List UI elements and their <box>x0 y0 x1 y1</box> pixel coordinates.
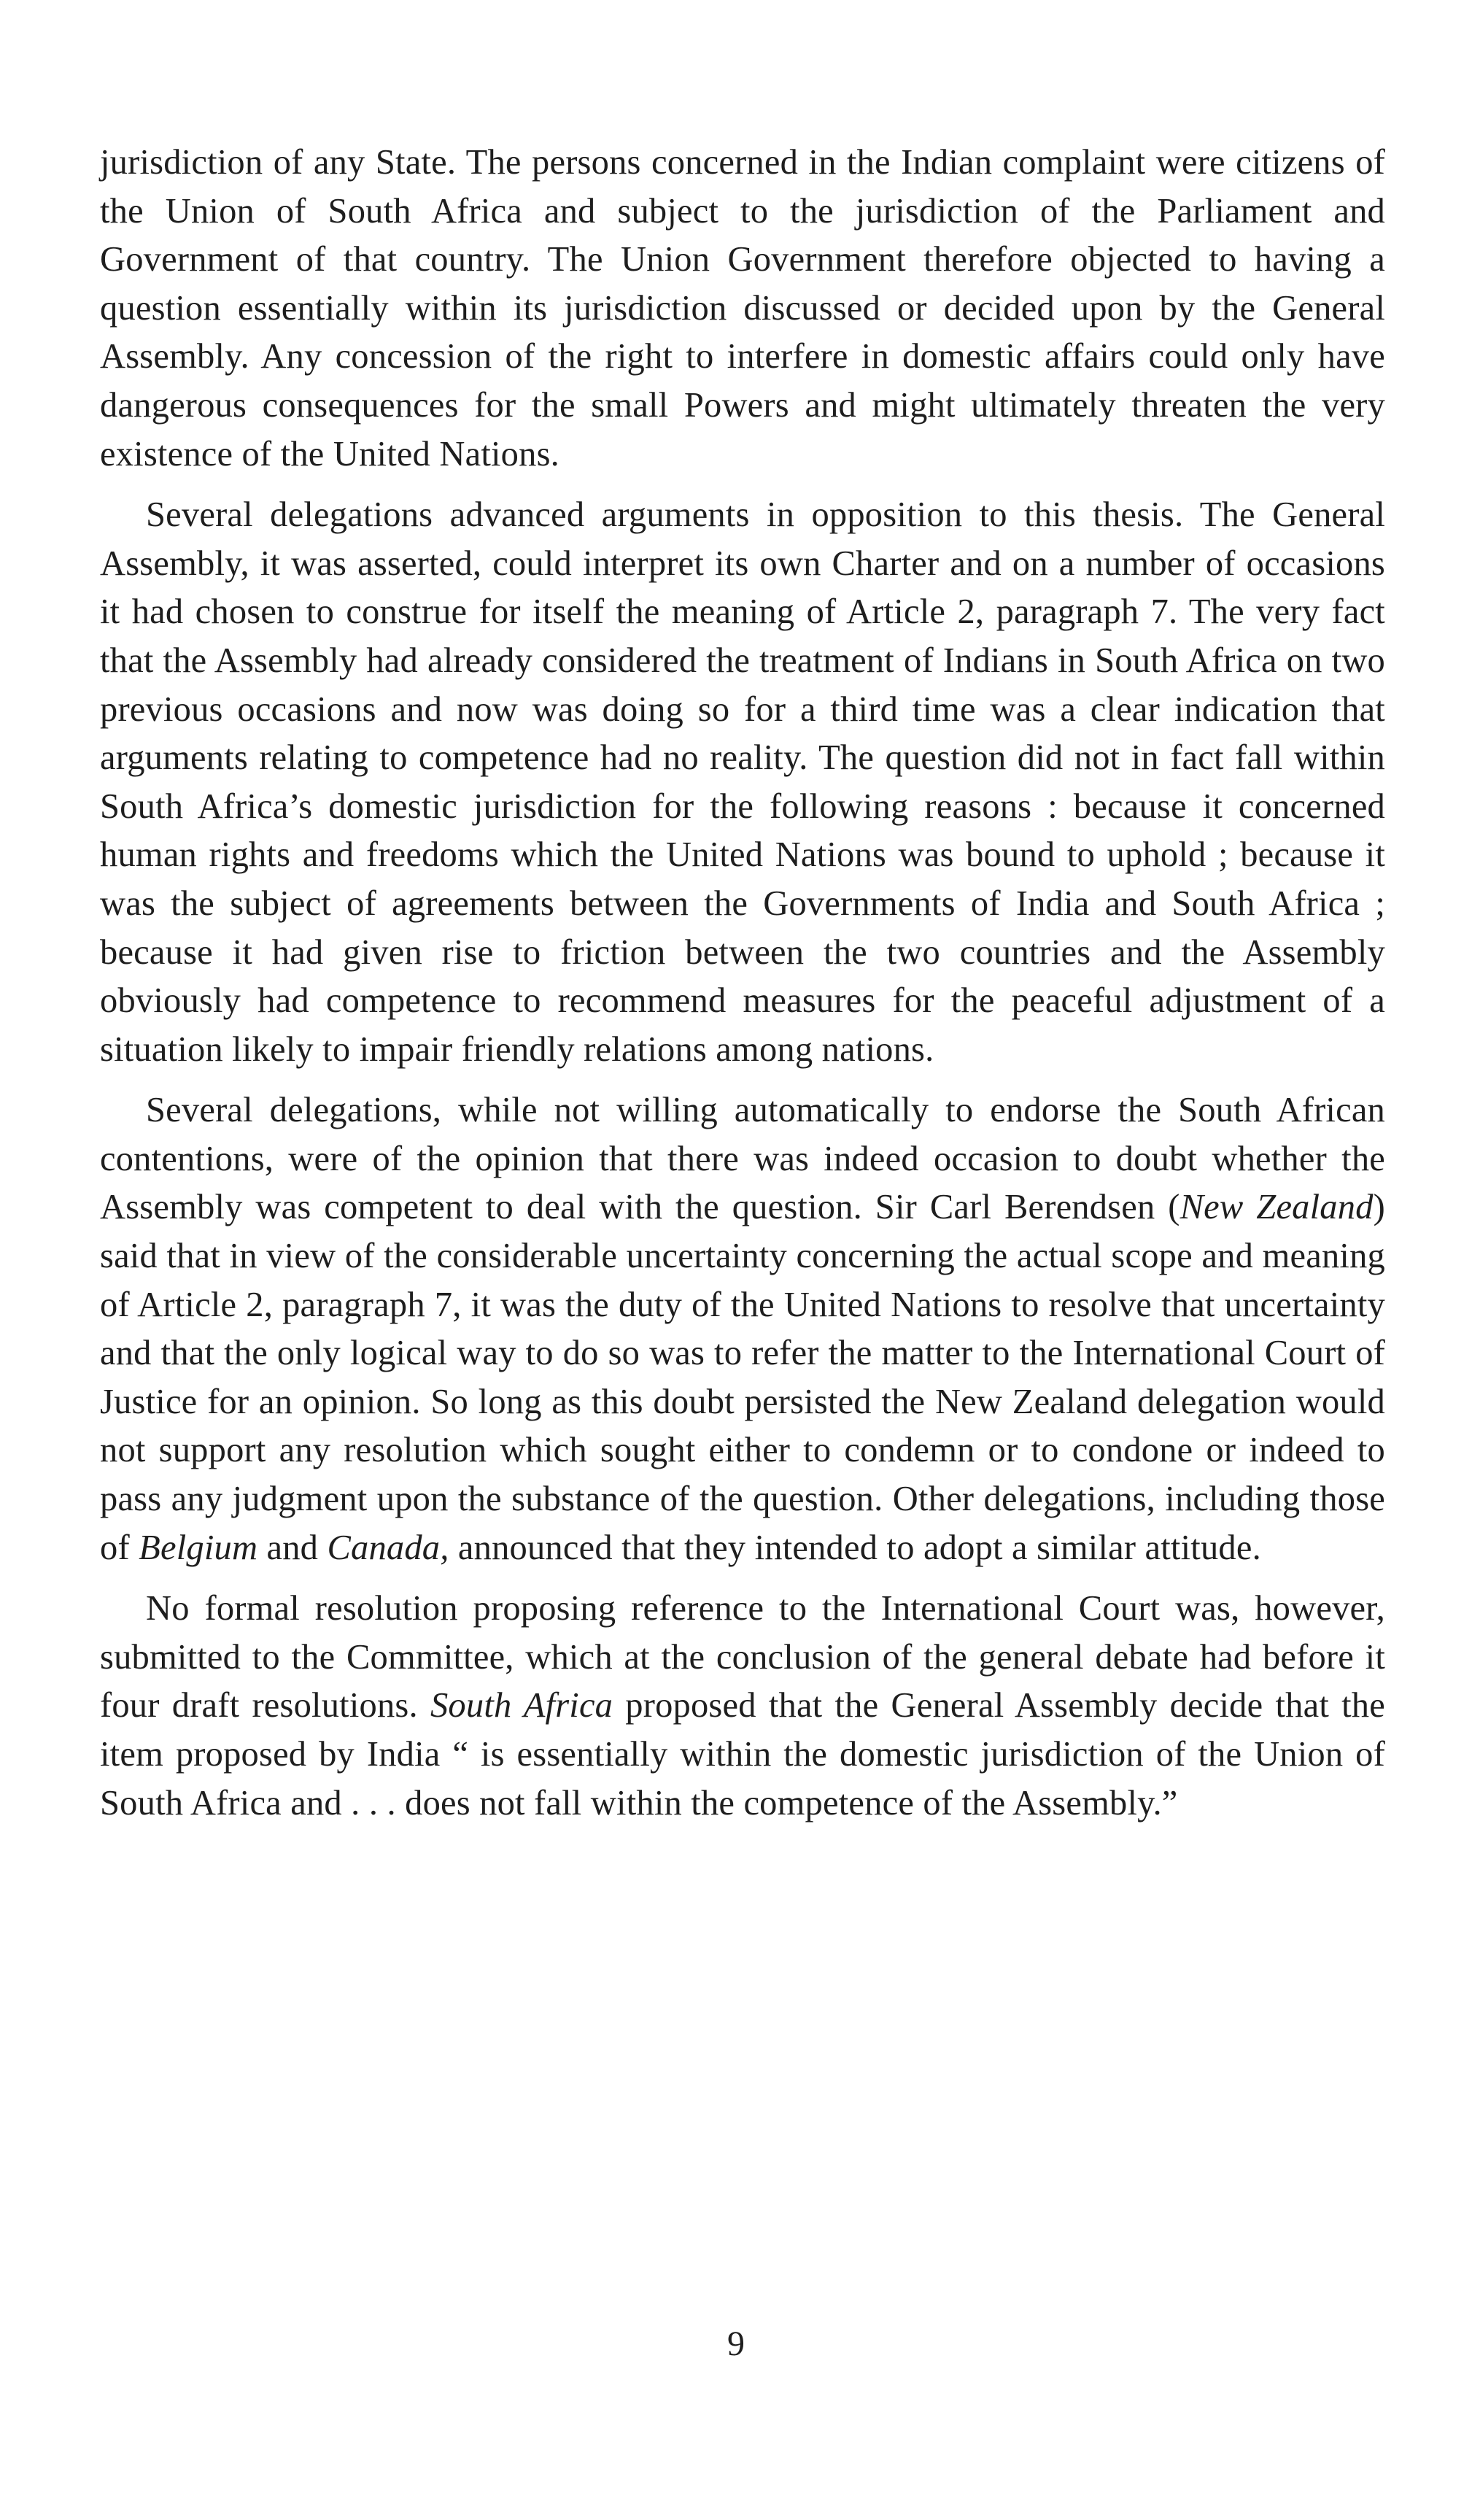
document-body <box>100 139 1385 1840</box>
paragraph <box>100 139 1385 479</box>
paragraph <box>100 491 1385 1074</box>
text-segment: announced that they intended to adopt a similar attitude. <box>449 1528 1261 1567</box>
text-segment: ) said that in view of the considerable uncertainty concerning the actual scope and meaning of Article 2, paragraph 7, it was the duty of the United Nations to resolve that uncertainty and that the only logical way to do so was to refer the matter to the International Court of Justice for an opinion. So long as this doubt persisted the New Zealand delegation would not support any resolution which sought either to condemn or to condone or indeed to pass any judgment upon the substance of the question. Other delegations, including those of <box>100 1188 1386 1567</box>
italic-text-segment: Belgium <box>139 1528 258 1567</box>
page-number: 9 <box>727 2324 745 2363</box>
text-segment: Several delegations, while not willing automatically to endorse the South African contentions, were of the opinion that there was indeed occasion to doubt whether the Assembly was competent to deal with the question. Sir Carl Berendsen ( <box>100 1091 1385 1227</box>
paragraph <box>100 1585 1385 1828</box>
text-segment: Several delegations advanced arguments in opposition to this thesis. The General Assembly, it was asserted, could interpret its own Charter and on a number of occasions it had chosen to construe for itself the meaning of Article 2, paragraph 7. The very fact that the Assembly had already considered the treatment of Indians in South Africa on two previous occasions and now was doing so for a third time was a clear indication that arguments relating to competence had no reality. The question did not in fact fall within South Africa’s domestic jurisdiction for the following reasons : because it concerned human rights and freedoms which the United Nations was bound to uphold ; because it was the subject of agreements between the Governments of India and South Africa ; because it had given rise to friction between the two countries and the Assembly obviously had competence to recommend measures for the peaceful adjustment of a situation likely to impair friendly relations among nations. <box>100 495 1385 1069</box>
text-segment: No formal resolution proposing reference to the International Court was, however, submitted to the Committee, which at the conclusion of the general debate had before it four draft resolutions. <box>100 1589 1385 1725</box>
text-segment: and <box>257 1528 328 1567</box>
italic-text-segment: Canada, <box>327 1528 449 1567</box>
text-segment: jurisdiction of any State. The persons concerned in the Indian complaint were citizens of the Union of South Africa and subject to the jurisdiction of the Parliament and Government of that country. The Union Government therefore objected to having a question essentially within its jurisdiction discussed or decided upon by the General Assembly. Any concession of the right to interfere in domestic affairs could only have dangerous consequences for the small Powers and might ultimately threaten the very existence of the United Nations. <box>100 143 1385 474</box>
italic-text-segment: South Africa <box>430 1686 613 1725</box>
italic-text-segment: New Zealand <box>1179 1188 1374 1227</box>
text-segment: proposed that the General Assembly decide that the item proposed by India “ is essentially within the domestic jurisdiction of the Union of South Africa and . . . does not fall within the competence of the Assembly.” <box>100 1686 1385 1823</box>
paragraph <box>100 1086 1385 1572</box>
